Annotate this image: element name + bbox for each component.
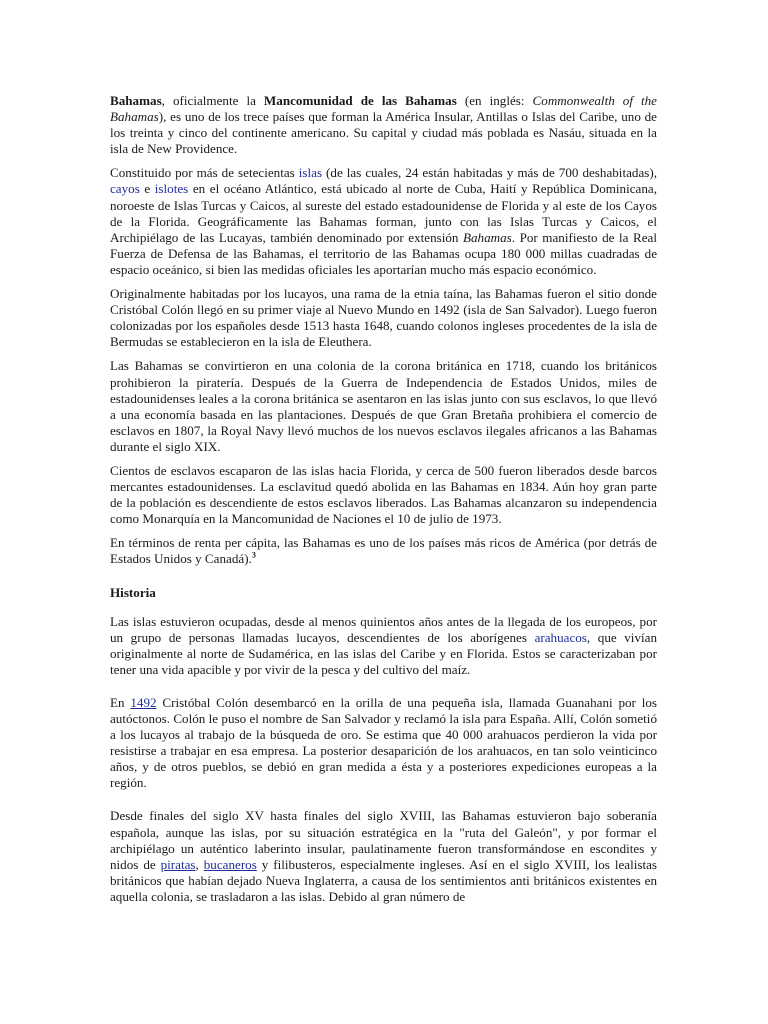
history-paragraph-3: Desde finales del siglo XV hasta finales del siglo XVIII, las Bahamas estuvieron bajo soberanía española, aunque las islas, por su situación estratégica en la "ruta del Galeón", y por formar el archipiélago un auténtico laberinto insular, paulatinamente fueron transformándose en escondites y nidos de piratas, bucaneros y filibusteros, especialmente ingleses. Así en el siglo XVIII, los lealistas británicos que habían dejado Nueva Inglaterra, a causa de los sentimientos anti británicos existentes en aquella colonia, se trasladaron a las islas. Debido al gran número de — [110, 808, 658, 904]
document-page — [110, 93, 657, 913]
section-heading-historia: Historia — [110, 584, 156, 600]
link-1492[interactable]: 1492 — [130, 694, 157, 710]
history-paragraph-2: En 1492 Cristóbal Colón desembarcó en la orilla de una pequeña isla, llamada Guanahani por los autóctonos. Colón le puso el nombre de San Salvador y reclamó la isla para España. Allí, Colón sometió a los lucayos al trabajo de la búsqueda de oro. Se estima que 40 000 arahuacos perdieron la vida por resistirse a trabajar en esa empresa. La posterior desaparición de los arahuacos, en tan solo veinticinco años, y de otros pueblos, se debió en gran medida a ésta y a posteriores expediciones europeas a la región. — [110, 694, 657, 791]
bold-term: Mancomunidad de las Bahamas — [263, 93, 457, 108]
intro-paragraph: Bahamas, oficialmente la Mancomunidad de las Bahamas (en inglés: Commonwealth of the Bahamas), es uno de los trece países que forman la América Insular, Antillas o Islas del Caribe, uno de los treinta y cinco del continente americano. Su capital y ciudad más poblada es Nasáu, situada en la isla de New Providence. — [110, 93, 657, 157]
income-paragraph: En términos de renta per cápita, las Bahamas es uno de los países más ricos de América (por detrás de Estados Unidos y Canadá).$^3$ — [110, 535, 657, 567]
italic-term: Bahamas — [463, 229, 512, 245]
footnote-ref[interactable]: 3 — [251, 551, 256, 561]
link-bucaneros[interactable]: bucaneros — [203, 856, 257, 872]
link-islas[interactable]: islas — [298, 165, 323, 181]
history-paragraph-1: Las islas estuvieron ocupadas, desde al menos quinientos años antes de la llegada de los europeos, por un grupo de personas llamadas lucayos, descendientes de los aborígenes arahuacos, que vivían originalmente al norte de Sudamérica, en las islas del Caribe y en Florida. Estos se caracterizaban por tener una vida apacible y por vivir de la pesca y del cultivo del maíz. — [110, 613, 657, 677]
origins-paragraph: Originalmente habitadas por los lucayos, una rama de la etnia taína, las Bahamas fueron el sitio donde Cristóbal Colón llegó en su primer viaje al Nuevo Mundo en 1492 (isla de San Salvador). Luego fueron colonizadas por los españoles desde 1513 hasta 1648, cuando colonos ingleses procedentes de la isla de Bermudas se establecieron en la isla de Eleuthera. — [110, 286, 657, 350]
link-piratas[interactable]: piratas — [160, 856, 196, 872]
bold-term: Bahamas — [110, 93, 162, 108]
slavery-paragraph: Cientos de esclavos escaparon de las islas hacia Florida, y cerca de 500 fueron liberados desde barcos mercantes estadounidenses. La esclavitud quedó abolida en las Bahamas en 1834. Aún hoy gran parte de la población es descendiente de estos esclavos liberados. Las Bahamas alcanzaron su independencia como Monarquía en la Mancomunidad de Naciones el 10 de julio de 1973. — [110, 462, 657, 527]
link-arahuacos[interactable]: arahuacos — [534, 629, 587, 645]
italic-term: Commonwealth of the Bahamas — [110, 93, 657, 125]
link-islotes[interactable]: islotes — [154, 181, 189, 197]
geography-paragraph: Constituido por más de setecientas islas (de las cuales, 24 están habitadas y más de 700 deshabitadas), cayos e islotes en el océano Atlántico, está ubicado al norte de Cuba, Haití y República Dominicana, noroeste de Islas Turcas y Caicos, al sureste del estado estadounidense de Florida y al este de los Cayos de la Florida. Geográficamente las Bahamas forman, junto con las Islas Turcas y Caicos, el Archipiélago de las Lucayas, también denominado por extensión Bahamas. Por manifiesto de la Real Fuerza de Defensa de las Bahamas, el territorio de las Bahamas ocupa 180 000 millas cuadradas de espacio oceánico, si bien las medidas oficiales les aportarían mucho más espacio económico. — [110, 165, 657, 277]
link-cayos[interactable]: cayos — [110, 181, 140, 197]
colony-paragraph: Las Bahamas se convirtieron en una colonia de la corona británica en 1718, cuando los británicos prohibieron la piratería. Después de la Guerra de Independencia de Estados Unidos, miles de estadounidenses leales a la corona británica se asentaron en las islas junto con sus esclavos, lo que llevó a una economía basada en las plantaciones. Después de que Gran Bretaña prohibiera el comercio de esclavos en 1807, la Royal Navy llevó muchos de los nuevos esclavos ilegales africanos a las Bahamas durante el siglo XIX. — [110, 358, 657, 454]
